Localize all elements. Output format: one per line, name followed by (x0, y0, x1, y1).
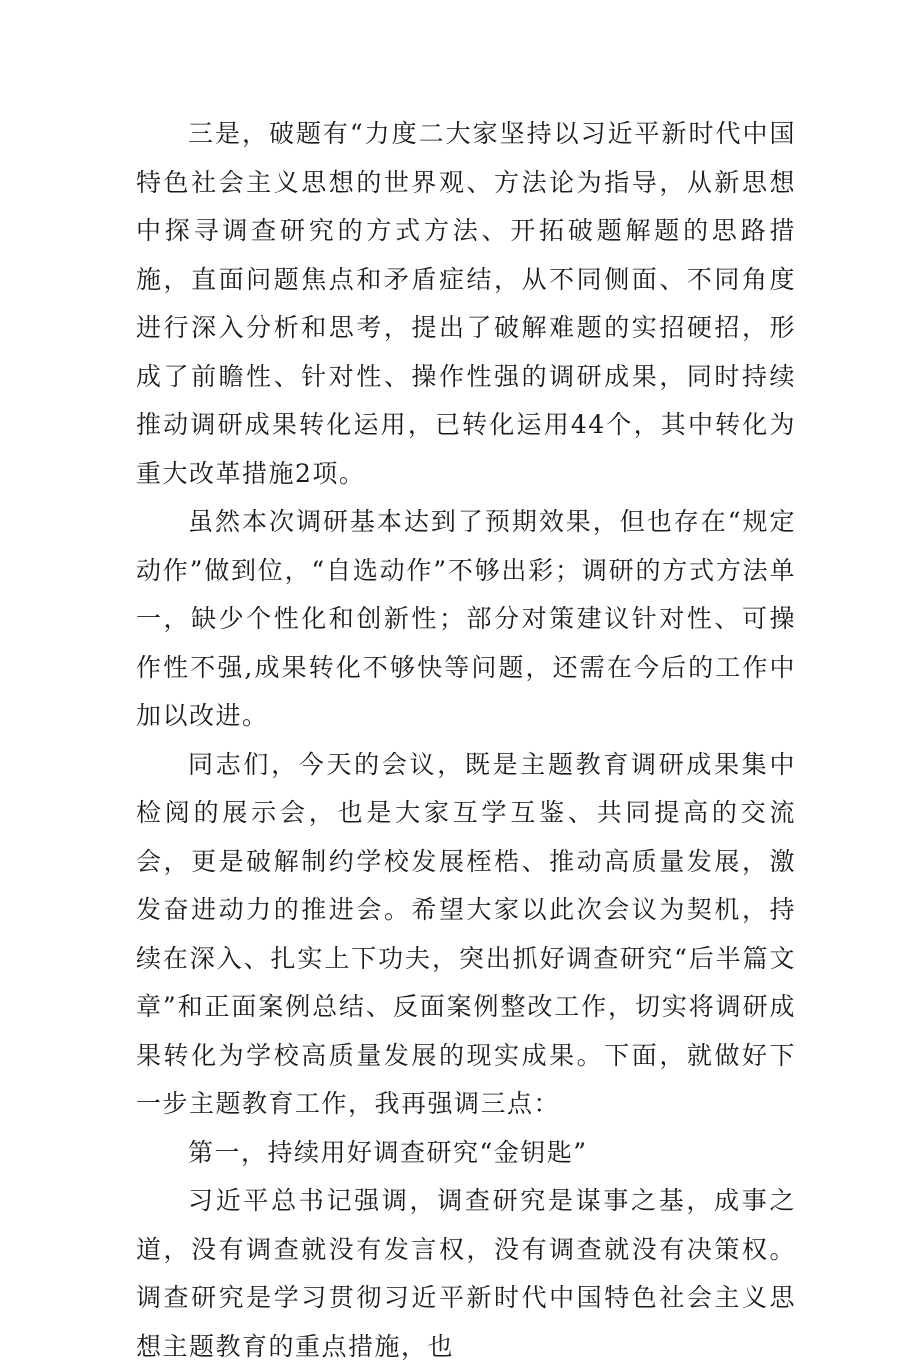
paragraph-shortcomings: 虽然本次调研基本达到了预期效果，但也存在“规定动作”做到位，“自选动作”不够出彩；调研的方式方法单一，缺少个性化和创新性；部分对策建议针对性、可操作性不强,成果转化不够快等问题，还需在今后的工作中加以改进。 (136, 507, 796, 730)
paragraph-breaking-problems: 三是，破题有“力度二大家坚持以习近平新时代中国特色社会主义思想的世界观、方法论为指导，从新思想中探寻调查研究的方式方法、开拓破题解题的思路措施，直面问题焦点和矛盾症结，从不同侧面、不同角度进行深入分析和思考，提出了破解难题的实招硬招，形成了前瞻性、针对性、操作性强的调研成果，同时持续推动调研成果转化运用，已转化运用44个，其中转化为重大改革措施2项。 (136, 119, 796, 488)
document-body (136, 110, 796, 1371)
paragraph-meeting-significance: 同志们，今天的会议，既是主题教育调研成果集中检阅的展示会，也是大家互学互鉴、共同提高的交流会，更是破解制约学校发展桎梏、推动高质量发展，激发奋进动力的推进会。希望大家以此次会议为契机，持续在深入、扎实上下功夫，突出抓好调查研究“后半篇文章”和正面案例总结、反面案例整改工作，切实将调研成果转化为学校高质量发展的现实成果。下面，就做好下一步主题教育工作，我再强调三点： (136, 749, 796, 1118)
paragraph-investigation-research: 习近平总书记强调，调查研究是谋事之基，成事之道，没有调查就没有发言权，没有调查就没有决策权。调查研究是学习贯彻习近平新时代中国特色社会主义思想主题教育的重点措施，也 (136, 1186, 796, 1361)
section-heading-first: 第一，持续用好调查研究“金钥匙” (188, 1137, 588, 1167)
